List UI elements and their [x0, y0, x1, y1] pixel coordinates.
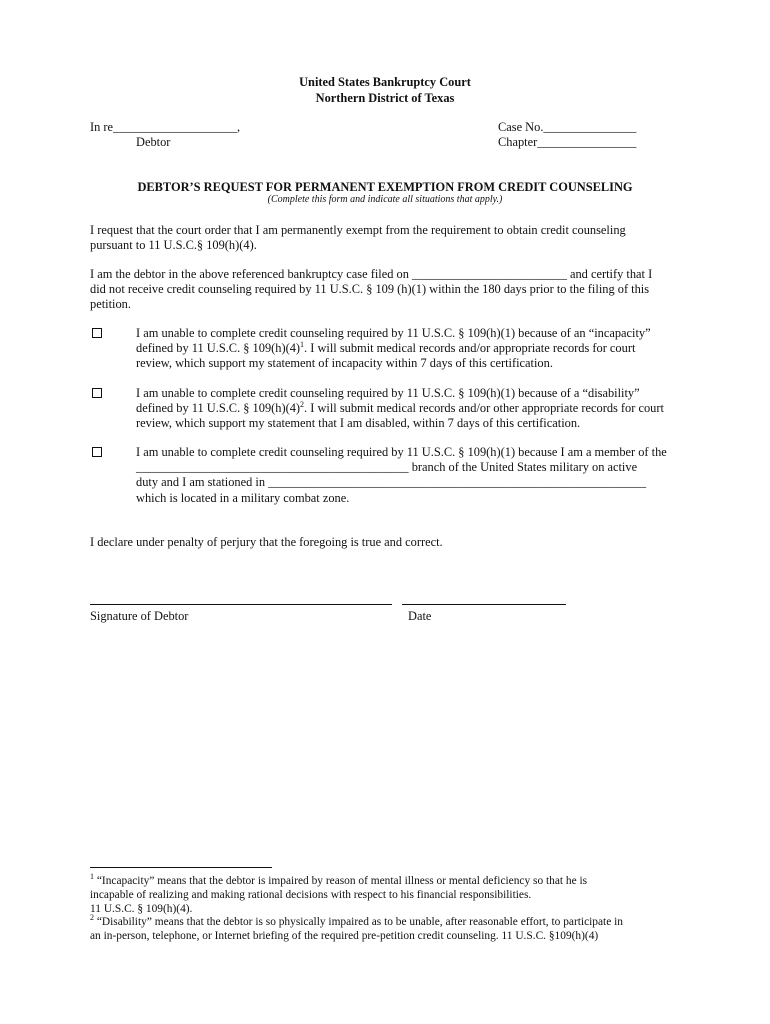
form-subtitle: (Complete this form and indicate all situations that apply.) — [267, 194, 503, 205]
option-line: I am unable to complete credit counseling required by 11 U.S.C. § 109(h)(1) because I am a member of the — [136, 445, 667, 459]
in-re-field[interactable]: In re____________________, — [90, 120, 241, 134]
option-line: review, which support my statement of incapacity within 7 days of this certification. — [136, 356, 553, 371]
signature-line[interactable] — [90, 604, 392, 605]
footnote-mark: 1 — [90, 872, 94, 882]
declaration-text: I declare under penalty of perjury that the foregoing is true and correct. — [90, 535, 443, 549]
chapter-field[interactable]: Chapter________________ — [498, 135, 637, 149]
option-line: which is located in a military combat zone. — [136, 490, 350, 505]
option-text: defined by 11 U.S.C. § 109(h)(4) — [136, 401, 301, 416]
option-line: duty and I am stationed in _____________________________________________________________ — [136, 475, 647, 490]
footnote-1-line — [90, 872, 690, 889]
request-line: I request that the court order that I am permanently exempt from the requirement to obtain credit counseling — [90, 223, 626, 237]
disability-option — [136, 386, 696, 432]
incapacity-checkbox[interactable] — [92, 328, 102, 338]
district-name: Northern District of Texas — [315, 91, 455, 105]
debtor-label: Debtor — [136, 135, 171, 149]
certification-paragraph — [90, 267, 690, 313]
case-number-field[interactable]: Case No._______________ — [498, 120, 637, 134]
footnote-text: “Disability” means that the debtor is so physically impaired as to be unable, after reasonable effort, to participate in — [94, 916, 623, 929]
footnote-ref: 2 — [300, 400, 305, 410]
military-option — [136, 445, 696, 506]
court-name: United States Bankruptcy Court — [299, 75, 471, 89]
disability-checkbox[interactable] — [92, 388, 102, 398]
option-line — [136, 401, 696, 416]
footnote-1-line: 11 U.S.C. § 109(h)(4). — [90, 902, 193, 915]
footnote-2-line — [90, 913, 690, 930]
footnote-ref: 1 — [300, 340, 305, 350]
option-line: I am unable to complete credit counseling required by 11 U.S.C. § 109(h)(1) because of a “disability” — [136, 386, 640, 400]
certification-line: did not receive credit counseling required by 11 U.S.C. § 109 (h)(1) within the 180 days prior to the filing of this — [90, 282, 650, 297]
footnote-2-line: an in-person, telephone, or Internet briefing of the required pre-petition credit counseling. 11 U.S.C. §109(h)(4) — [90, 930, 599, 943]
footnotes — [90, 872, 690, 944]
signature-label: Signature of Debtor — [90, 609, 189, 623]
footnote-1-line: incapable of realizing and making rational decisions with respect to his financial responsibilities. — [90, 888, 532, 901]
option-text: . I will submit medical records and/or other appropriate records for court — [304, 401, 664, 416]
option-text: defined by 11 U.S.C. § 109(h)(4) — [136, 341, 301, 356]
option-line: ____________________________________________ branch of the United States military on active — [136, 460, 638, 475]
footnote-text: “Incapacity” means that the debtor is impaired by reason of mental illness or mental deficiency so that he is — [94, 875, 588, 887]
request-line: pursuant to 11 U.S.C.§ 109(h)(4). — [90, 238, 257, 253]
option-line: review, which support my statement that I am disabled, within 7 days of this certification. — [136, 416, 581, 431]
request-paragraph — [90, 223, 690, 253]
option-text: . I will submit medical records and/or appropriate records for court — [304, 341, 636, 356]
form-title: DEBTOR’S REQUEST FOR PERMANENT EXEMPTION FROM CREDIT COUNSELING — [137, 180, 633, 194]
option-line: I am unable to complete credit counseling required by 11 U.S.C. § 109(h)(1) because of an “incapacity” — [136, 326, 651, 340]
incapacity-option — [136, 326, 696, 372]
date-line[interactable] — [402, 604, 566, 605]
certification-line: I am the debtor in the above referenced bankruptcy case filed on _________________________ and certify that I — [90, 267, 653, 281]
option-line — [136, 341, 696, 356]
date-label: Date — [408, 609, 432, 623]
certification-line: petition. — [90, 297, 131, 312]
military-checkbox[interactable] — [92, 447, 102, 457]
footnote-mark: 2 — [90, 913, 94, 923]
footnote-separator — [90, 867, 272, 868]
